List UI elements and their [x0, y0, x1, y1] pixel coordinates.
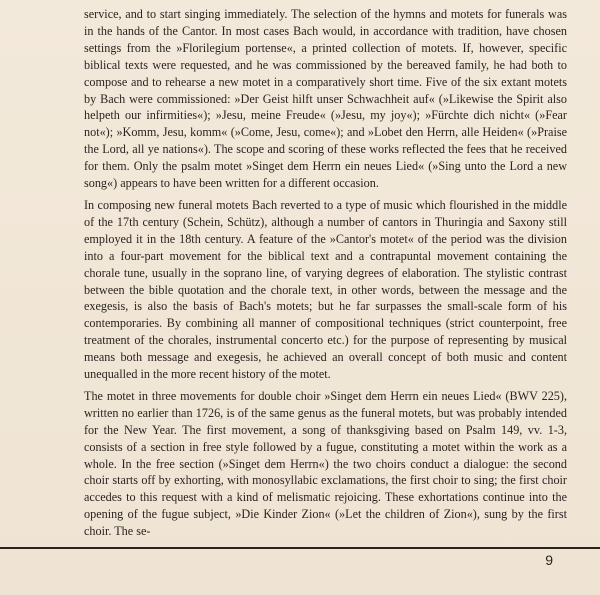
- footer-rule: [0, 547, 600, 549]
- paragraph-2: In composing new funeral motets Bach reverted to a type of music which flourished in the middle of the 17th century (Schein, Schütz), although a number of cantors in Thuringia and Saxony still employed it in the 18th century. A feature of the »Cantor's motet« of the period was the division into a four-part movement for the biblical text and a contrapuntal movement containing the chorale tune, usually in the soprano line, of varying degrees of elaboration. The stylistic contrast between the bible quotation and the chorale text, in other words, between the message and the exegesis, is also the basis of Bach's motets; but he far surpasses the small-scale form of his contemporaries. By combining all manner of compositional techniques (strict counterpoint, free treatment of the chorales, instrumental concerto etc.) for the purpose of representing by musical means both message and exegesis, he achieved an overall concept of both music and content unequalled in the more recent history of the motet.: [84, 197, 567, 382]
- paragraph-1: service, and to start singing immediately. The selection of the hymns and motets for funerals was in the hands of the Cantor. In most cases Bach would, in accordance with tradition, have chosen settings from the »Florilegium portense«, a printed collection of motets. If, however, specific biblical texts were requested, and he was commissioned by the bereaved family, he had both to compose and to rehearse a new motet in a comparatively short time. Five of the six extant motets by Bach were commissioned: »Der Geist hilft unser Schwachheit auf« (»Likewise the Spirit also helpeth our infirmities«); »Jesu, meine Freude« (»Jesu, my joy«); »Fürchte dich nicht« (»Fear not«); »Komm, Jesu, komm« (»Come, Jesu, come«); and »Lobet den Herrn, alle Heiden« (»Praise the Lord, all ye nations«). The scope and scoring of these works reflected the fees that he received for them. Only the psalm motet »Singet dem Herrn ein neues Lied« (»Sing unto the Lord a new song«) appears to have been written for a different occasion.: [84, 7, 567, 191]
- body-text: [84, 6, 567, 545]
- paragraph-3: The motet in three movements for double choir »Singet dem Herrn ein neues Lied« (BWV 225), written no earlier than 1726, is of the same genus as the funeral motets, but was probably intended for the New Year. The first movement, a song of thanksgiving based on Psalm 149, vv. 1-3, consists of a section in free style followed by a fugue, constituting a motet within the work as a whole. In the free section (»Singet dem Herrn«) the two choirs conduct a dialogue: the second choir starts off by exhorting, with monosyllabic exclamations, the first choir to sing; the first choir accedes to this request with a kind of melismatic rejoicing. These exhortations continue into the opening of the fugue subject, »Die Kinder Zion« (»Let the children of Zion«), sung by the first choir. The se-: [84, 388, 567, 539]
- page-number: 9: [545, 552, 553, 568]
